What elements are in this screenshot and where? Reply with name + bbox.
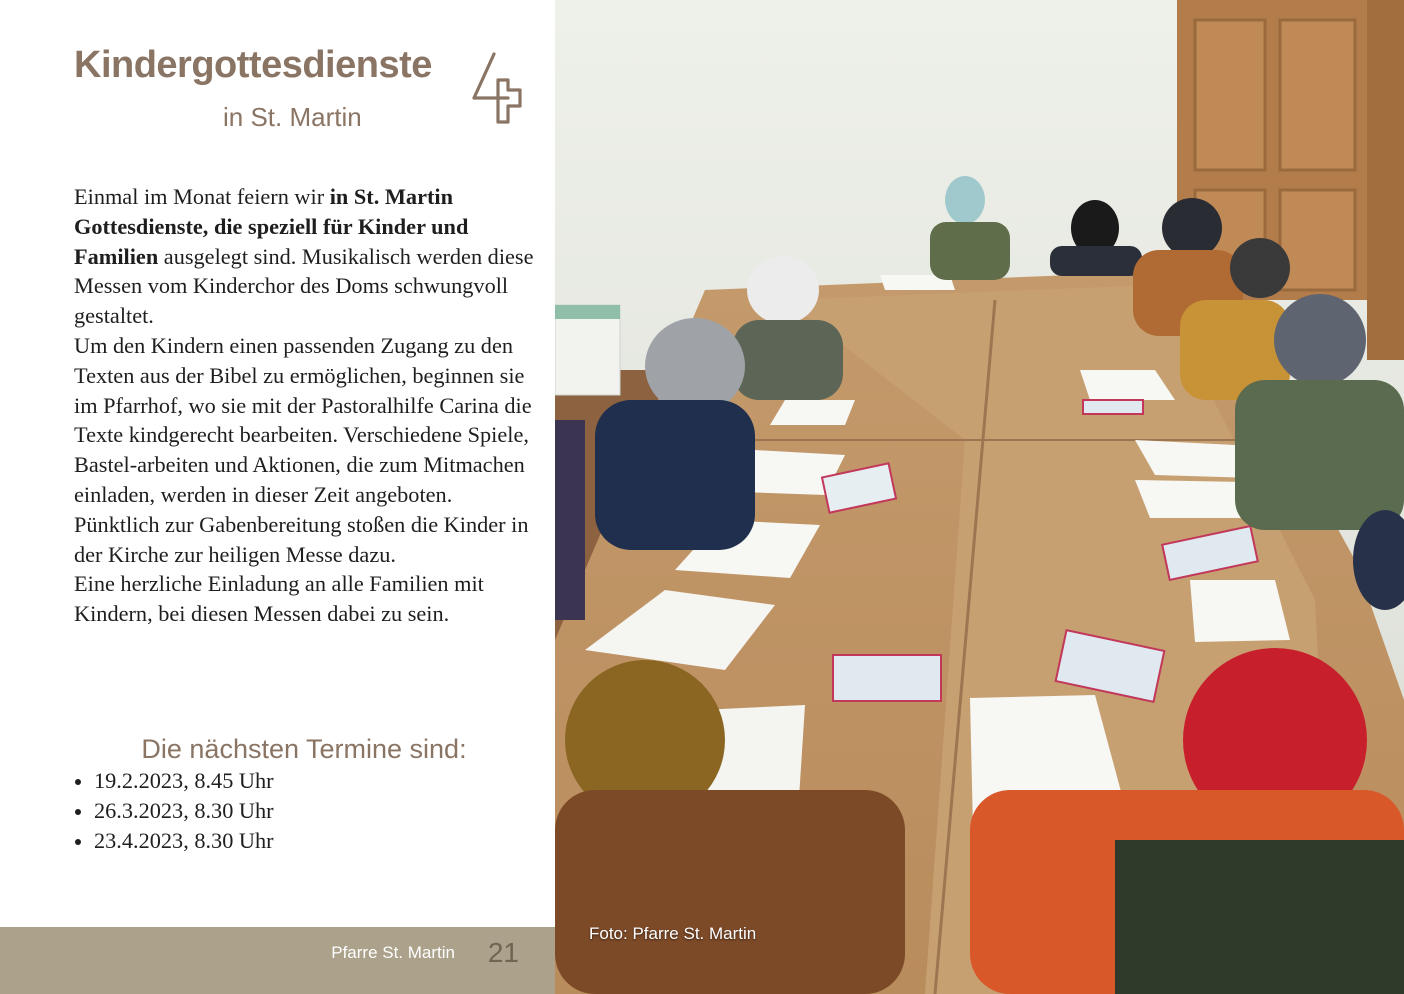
stylized-four-cross-logo-icon <box>468 50 528 126</box>
footer-bar <box>0 927 555 994</box>
article-body <box>74 182 534 629</box>
page-subtitle: in St. Martin <box>223 102 362 132</box>
appointment-item: 26.3.2023, 8.30 Uhr <box>74 796 274 826</box>
children-service-photo <box>555 0 1404 994</box>
text-column <box>0 0 555 994</box>
appointment-item: 23.4.2023, 8.30 Uhr <box>74 826 274 856</box>
footer-parish-label: Pfarre St. Martin <box>331 943 455 962</box>
appointment-item: 19.2.2023, 8.45 Uhr <box>74 766 274 796</box>
page-number: 21 <box>487 937 519 968</box>
paragraph-intro-end: ausgelegt sind. Musikalisch werden diese Messen vom Kinderchor des Doms schwungvoll gestaltet. <box>74 243 534 329</box>
photo-credit: Foto: Pfarre St. Martin <box>589 924 757 943</box>
paragraph-program: Um den Kindern einen passenden Zugang zu den Texten aus der Bibel zu ermöglichen, beginnen sie im Pfarrhof, wo sie mit der Pastoralhilfe Carina die Texte kindgerecht bearbeiten. Verschiedene Spiele, Bastel-arbeiten und Aktionen, die zum Mitmachen einladen, werden in dieser Zeit angeboten. Pünktlich zur Gabenbereitung stoßen die Kinder in der Kirche zur heiligen Messe dazu. <box>74 332 532 567</box>
paragraph-invitation: Eine herzliche Einladung an alle Familien mit Kindern, bei diesen Messen dabei zu sein. <box>74 571 484 627</box>
appointments-list <box>74 766 274 855</box>
photo-illustration <box>555 0 1404 994</box>
appointments-heading: Die nächsten Termine sind: <box>141 734 467 764</box>
paragraph-intro-emphasis: in St. Martin Gottesdienste, die speziell für Kinder und Familien <box>74 184 469 269</box>
paragraph-intro-start: Einmal im Monat feiern wir <box>74 184 330 209</box>
page-title: Kindergottesdienste <box>74 44 432 86</box>
